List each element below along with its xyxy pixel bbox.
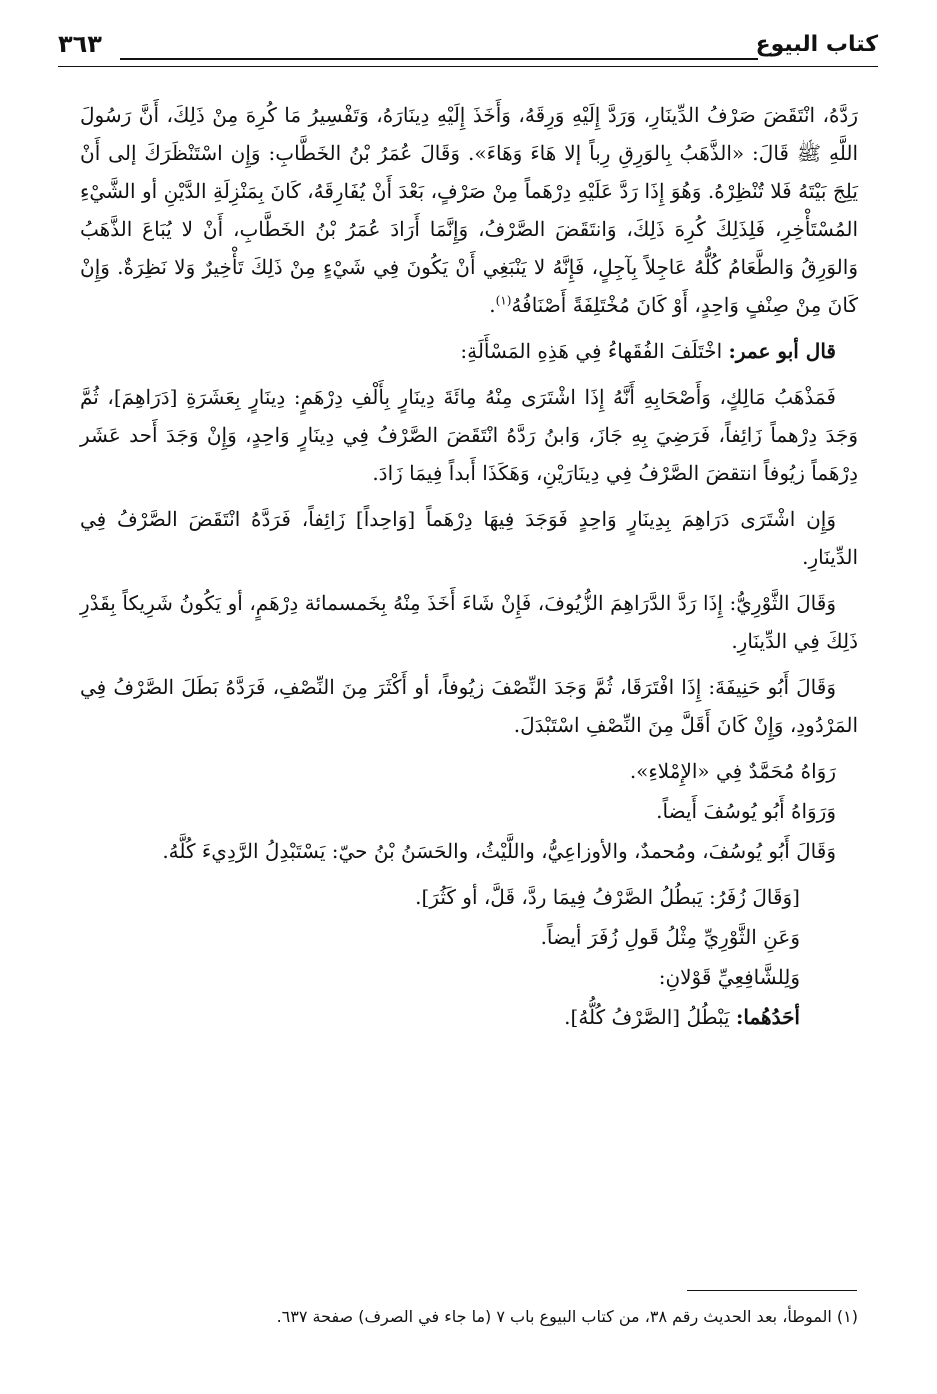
paragraph-13 [80, 998, 858, 1036]
paragraph-13-text: يَبْطُلُ [الصَّرْفُ كُلُّهُ]. [564, 1005, 730, 1029]
paragraph-1 [80, 96, 858, 324]
footnote-reference[interactable]: (١) [495, 293, 512, 308]
running-header [58, 28, 878, 68]
main-text [80, 96, 858, 1038]
paragraph-2-text: اخْتَلَفَ الفُقَهاءُ فِي هَذِهِ المَسْأَلَةِ: [460, 339, 723, 363]
footnote: (١) الموطأ، بعد الحديث رقم ٣٨، من كتاب البيوع باب ٧ (ما جاء في الصرف) صفحة ٦٣٧. [276, 1307, 858, 1326]
first-opinion-label: أحَدُهُما: [735, 1005, 800, 1029]
header-underline [58, 66, 878, 67]
page-number: ٣٦٣ [58, 30, 102, 58]
paragraph-2 [80, 332, 858, 370]
paragraph-6: وَقَالَ أَبُو حَنِيفَةَ: إِذَا افْتَرَقَا، ثُمَّ وَجَدَ النِّصْفَ زيُوفاً، أو أَكْثَرَ مِنَ النِّصْفِ، فَرَدَّهُ بَطَلَ الصَّرْفُ فِي المَرْدُودِ، وَإِنْ كَانَ أَقَلَّ مِنَ النِّصْفِ اسْتَبْدَلَ. [80, 675, 858, 737]
paragraph-1-end: . [489, 293, 496, 317]
paragraph-4: وَإِن اشْتَرَى دَرَاهِمَ بِدِينَارٍ وَاحِدٍ فَوَجَدَ فِيهَا دِرْهَماً [وَاحِداً] زَائِفاً، فَرَدَّهُ انْتَقَضَ الصَّرْفُ فِي الدِّينَارِ. [80, 507, 858, 569]
paragraph-11: وَعَنِ الثَّوْرِيِّ مِثْلُ قَولِ زُفَرَ أيضاً. [540, 925, 800, 949]
book-title: كتاب البيوع [755, 32, 878, 57]
paragraph-10: [وَقَالَ زُفَرُ: يَبطُلُ الصَّرْفُ فِيمَا ردَّ، قَلَّ، أو كَثُرَ]. [415, 885, 800, 909]
header-rule [120, 58, 758, 60]
paragraph-7: رَوَاهُ مُحَمَّدٌ فِي «الإِمْلاءِ». [629, 759, 836, 783]
paragraph-8: وَرَوَاهُ أَبُو يُوسُفَ أَيضاً. [656, 799, 836, 823]
paragraph-9: وَقَالَ أَبُو يُوسُفَ، ومُحمدٌ، والأوزاعِيُّ، واللَّيْثُ، والحَسَنُ بْنُ حيّ: يَسْتَبْدِلُ الرَّدِيءَ كُلَّهُ. [162, 839, 836, 863]
paragraph-12: وَلِلشَّافِعِيِّ قَوْلانِ: [658, 965, 800, 989]
footnote-separator [687, 1290, 857, 1291]
paragraph-1-text: رَدَّهُ، انْتَقَضَ صَرْفُ الدِّينَارِ، وَرَدَّ إِلَيْهِ وَرِقَهُ، وَأَخَذَ إِلَيْهِ دِينَارَهُ، وَتَفْسِيرُ مَا كُرِهَ مِنْ ذَلِكَ، أَنَّ رَسُولَ اللَّهِ ﷺ قَالَ: «الذَّهَبُ بِالوَرِقِ رِباً إلا هَاءَ وَهَاءَ». وَقَالَ عُمَرُ بْنُ الخَطَّابِ: وَإِن اسْتَنْظَرَكَ إلى أَنْ يَلِجَ بَيْتَهُ فَلا تُنْظِرْهُ. وَهُوَ إِذَا رَدَّ عَلَيْهِ دِرْهَماً مِنْ صَرْفٍ، بَعْدَ أَنْ يُفَارِقَهُ، كَانَ بِمَنْزِلَةِ الدَّيْنِ أو الشَّيْءِ المُسْتَأْخِرِ، فَلِذَلِكَ كُرِهَ ذَلِكَ، وَانتَقَضَ الصَّرْفُ، وَإِنَّمَا أَرَادَ عُمَرُ بْنُ الخَطَّابِ، أَنْ لا يُبَاعَ الذَّهَبُ وَالوَرِقُ وَالطَّعَامُ كُلُّهُ عَاجِلاً بِآجِلٍ، فَإِنَّهُ لا يَنْبَغِي أَنْ يَكُونَ فِي شَيْءٍ مِنْ ذَلِكَ تَأْخِيرٌ وَلا نَظِرَةٌ. وَإِنْ كَانَ مِنْ صِنْفٍ وَاحِدٍ، أَوْ كَانَ مُخْتَلِفَةً أَصْنَافُهُ [80, 103, 859, 317]
paragraph-5: وَقَالَ الثَّوْرِيُّ: إِذَا رَدَّ الدَّرَاهِمَ الزُّيُوفَ، فَإِنْ شَاءَ أَخَذَ مِنْهُ بِخَمسمائة دِرْهَمٍ، أو يَكُونُ شَرِيكاً بِقَدْرِ ذَلِكَ فِي الدِّينَارِ. [80, 591, 858, 653]
paragraph-3: فَمَذْهَبُ مَالِكٍ، وَأَصْحَابِهِ أَنَّهُ إِذَا اشْتَرَى مِنْهُ مِائَةَ دِينَارٍ بِأَلْفِ دِرْهَمٍ: دِينَارٍ بِعَشَرَةِ [دَرَاهِمَ]، ثُمَّ وَجَدَ دِرْهماً زَائِفاً، فَرَضِيَ بِهِ جَازَ، وَابنُ رَدَّهُ انْتَقَضَ الصَّرْفُ فِي دِينَارٍ وَاحِدٍ، وَإِنْ وَجَدَ أَحد عَشَر دِرْهَماً زيُوفاً انتقضَ الصَّرْفُ فِي دِينَارَيْنِ، وَهَكَذَا أَبداً فِيمَا زَادَ. [80, 385, 858, 485]
speaker-label: قال أبو عمر: [728, 339, 836, 363]
